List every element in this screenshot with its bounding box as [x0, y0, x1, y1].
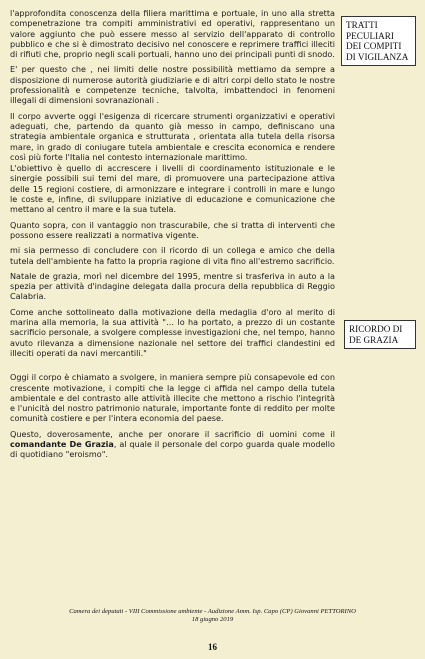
footer: [0, 608, 425, 624]
paragraph: L'obiettivo è quello di accrescere i livelli di coordinamento istituzionale e le sinergie possibili sui temi del mare, di promuovere una partecipazione attiva delle 15 regioni costiere, di armonizzare e integrare i controlli in mare e lungo le coste e, infine, di sviluppare iniziative di educazione e comunicazione che mettano al centro il mare e la sua tutela.: [10, 163, 335, 215]
last-paragraph: [10, 429, 335, 460]
paragraph: Il corpo avverte oggi l'esigenza di ricercare strumenti organizzativi e operativi adeguati, che, partendo da quanto già messo in campo, definiscano una strategia ambientale organica e strutturata , orientata alla tutela della risorsa mare, in grado di coniugare tutela ambientale e crescita economica e rendere così più forte l'Italia nel contesto internazionale marittimo.: [10, 110, 335, 162]
paragraph: Natale de grazia, morì nel dicembre del 1995, mentre si trasferiva in auto a la spezia per attività d'indagine delegata dalla procura della repubblica di Reggio Calabria.: [10, 270, 335, 302]
last-paragraph-before: Questo, doverosamente, anche per onorare il sacrificio di uomini come il: [10, 428, 335, 439]
side-note-de-grazia: RICORDO DI DE GRAZIA: [344, 320, 416, 349]
paragraph: Quanto sopra, con il vantaggio non trascurabile, che si tratta di interventi che possono essere realizzati a normativa vigente.: [10, 219, 335, 240]
footer-line-1: Camera dei deputati - VIII Commissione ambiente - Audizione Amm. Isp. Capo (CP) Giovanni PETTORINO: [69, 608, 356, 615]
paragraph: l'approfondita conoscenza della filiera marittima e portuale, in uno alla stretta compenetrazione tra compiti amministrativi ed operativi, rappresentano un valore aggiunto che può essere messo al servizio dell'apparato di controllo pubblico e che si è dimostrato decisivo nel conoscere e reprimere traffici illeciti di rifiuti che, proprio negli scali portuali, hanno uno dei principali punti di snodo.: [10, 8, 335, 60]
paragraph: Oggi il corpo è chiamato a svolgere, in maniera sempre più consapevole ed con crescente motivazione, i compiti che la legge ci affida nel campo della tutela ambientale e del contrasto alle attività illecite che mettono a rischio l'integrità e l'unicità del nostro patrimonio naturale, importante fonte di reddito per molte comunità costiere e per l'intera economia del paese.: [10, 372, 335, 424]
paragraph: E' per questo che , nei limiti delle nostre possibilità mettiamo da sempre a disposizione di numerose autorità giudiziarie e di altri corpi dello stato le nostre professionalità e competenze tecniche, talvolta, imbattendoci in fenomeni illegali di dimensioni sovranazionali .: [10, 64, 335, 106]
page-number: 16: [208, 642, 217, 652]
paragraph: Come anche sottolineato dalla motivazione della medaglia d'oro al merito di marina alla memoria, la sua attività "… lo ha portato, a prezzo di un costante sacrificio personale, a svolgere complesse investigazioni che, nel tempo, hanno avuto rilevanza a dimensione nazionale nel settore dei traffici clandestini ed illeciti operati da navi mercantili.": [10, 306, 335, 358]
paragraph: mi sia permesso di concludere con il ricordo di un collega e amico che della tutela dell'ambiente ha fatto la propria ragione di vita fino all'estremo sacrificio.: [10, 245, 335, 266]
side-note-vigilanza: TRATTI PECULIARI DEI COMPITI DI VIGILANZA: [341, 16, 416, 66]
last-paragraph-bold: comandante De Grazia: [10, 438, 114, 449]
footer-line-2: 18 giugno 2019: [191, 616, 234, 623]
last-paragraph-after: , al quale il personale del corpo guarda quale modello di quotidiano "eroismo".: [10, 438, 335, 460]
main-text: [10, 8, 335, 465]
